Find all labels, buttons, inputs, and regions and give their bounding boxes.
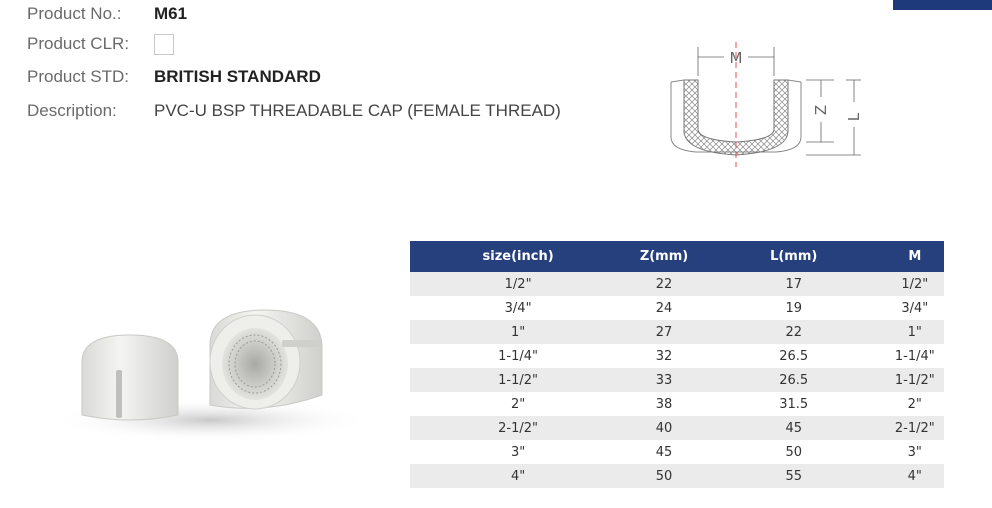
product-color-swatch [154,34,174,55]
corner-accent-bar [893,0,992,10]
table-row [410,296,944,320]
cell-m: 1-1/2" [886,368,944,392]
dimension-l-label: L [845,112,863,122]
product-number-label: Product No.: [27,4,122,23]
table-row [410,320,944,344]
cell-z: 50 [626,464,702,488]
cell-m: 4" [886,464,944,488]
cell-l: 26.5 [702,368,886,392]
table-row [410,392,944,416]
dimension-m-label: M [729,49,743,67]
cell-size: 3" [410,440,626,464]
cap-cross-section-diagram [656,42,876,172]
cell-l: 17 [702,272,886,296]
product-number-row [27,4,188,24]
product-standard-row [27,67,321,87]
cell-size: 1/2" [410,272,626,296]
cell-size: 3/4" [410,296,626,320]
product-standard-label: Product STD: [27,67,130,86]
product-description-label: Description: [27,101,117,120]
header-z: Z(mm) [626,241,702,272]
cell-z: 40 [626,416,702,440]
table-row [410,416,944,440]
cell-z: 24 [626,296,702,320]
product-color-row [27,34,129,54]
cell-size: 2" [410,392,626,416]
table-row [410,368,944,392]
table-row [410,464,944,488]
cell-size: 1" [410,320,626,344]
cell-l: 19 [702,296,886,320]
cell-size: 1-1/2" [410,368,626,392]
cell-size: 2-1/2" [410,416,626,440]
table-row [410,272,944,296]
cell-l: 45 [702,416,886,440]
product-description-row [27,101,561,121]
cell-m: 2" [886,392,944,416]
header-l: L(mm) [702,241,886,272]
product-description-value: PVC-U BSP THREADABLE CAP (FEMALE THREAD) [154,101,561,120]
cell-m: 1/2" [886,272,944,296]
table-row [410,344,944,368]
cell-z: 32 [626,344,702,368]
cell-m: 1" [886,320,944,344]
cell-m: 2-1/2" [886,416,944,440]
cell-m: 1-1/4" [886,344,944,368]
table-header-row [410,241,944,272]
product-photo [60,300,360,450]
cell-m: 3/4" [886,296,944,320]
cell-z: 45 [626,440,702,464]
product-standard-value: BRITISH STANDARD [154,67,321,86]
cell-l: 26.5 [702,344,886,368]
product-color-label: Product CLR: [27,34,130,53]
cell-z: 38 [626,392,702,416]
cell-z: 22 [626,272,702,296]
cell-size: 4" [410,464,626,488]
cell-z: 33 [626,368,702,392]
cell-l: 55 [702,464,886,488]
table-row [410,440,944,464]
header-m: M [886,241,944,272]
product-number-value: M61 [154,4,188,23]
cell-size: 1-1/4" [410,344,626,368]
dimension-z-label: Z [812,104,830,116]
header-size: size(inch) [410,241,626,272]
cell-l: 50 [702,440,886,464]
cell-l: 31.5 [702,392,886,416]
cell-l: 22 [702,320,886,344]
cell-m: 3" [886,440,944,464]
size-table [410,241,944,488]
cell-z: 27 [626,320,702,344]
